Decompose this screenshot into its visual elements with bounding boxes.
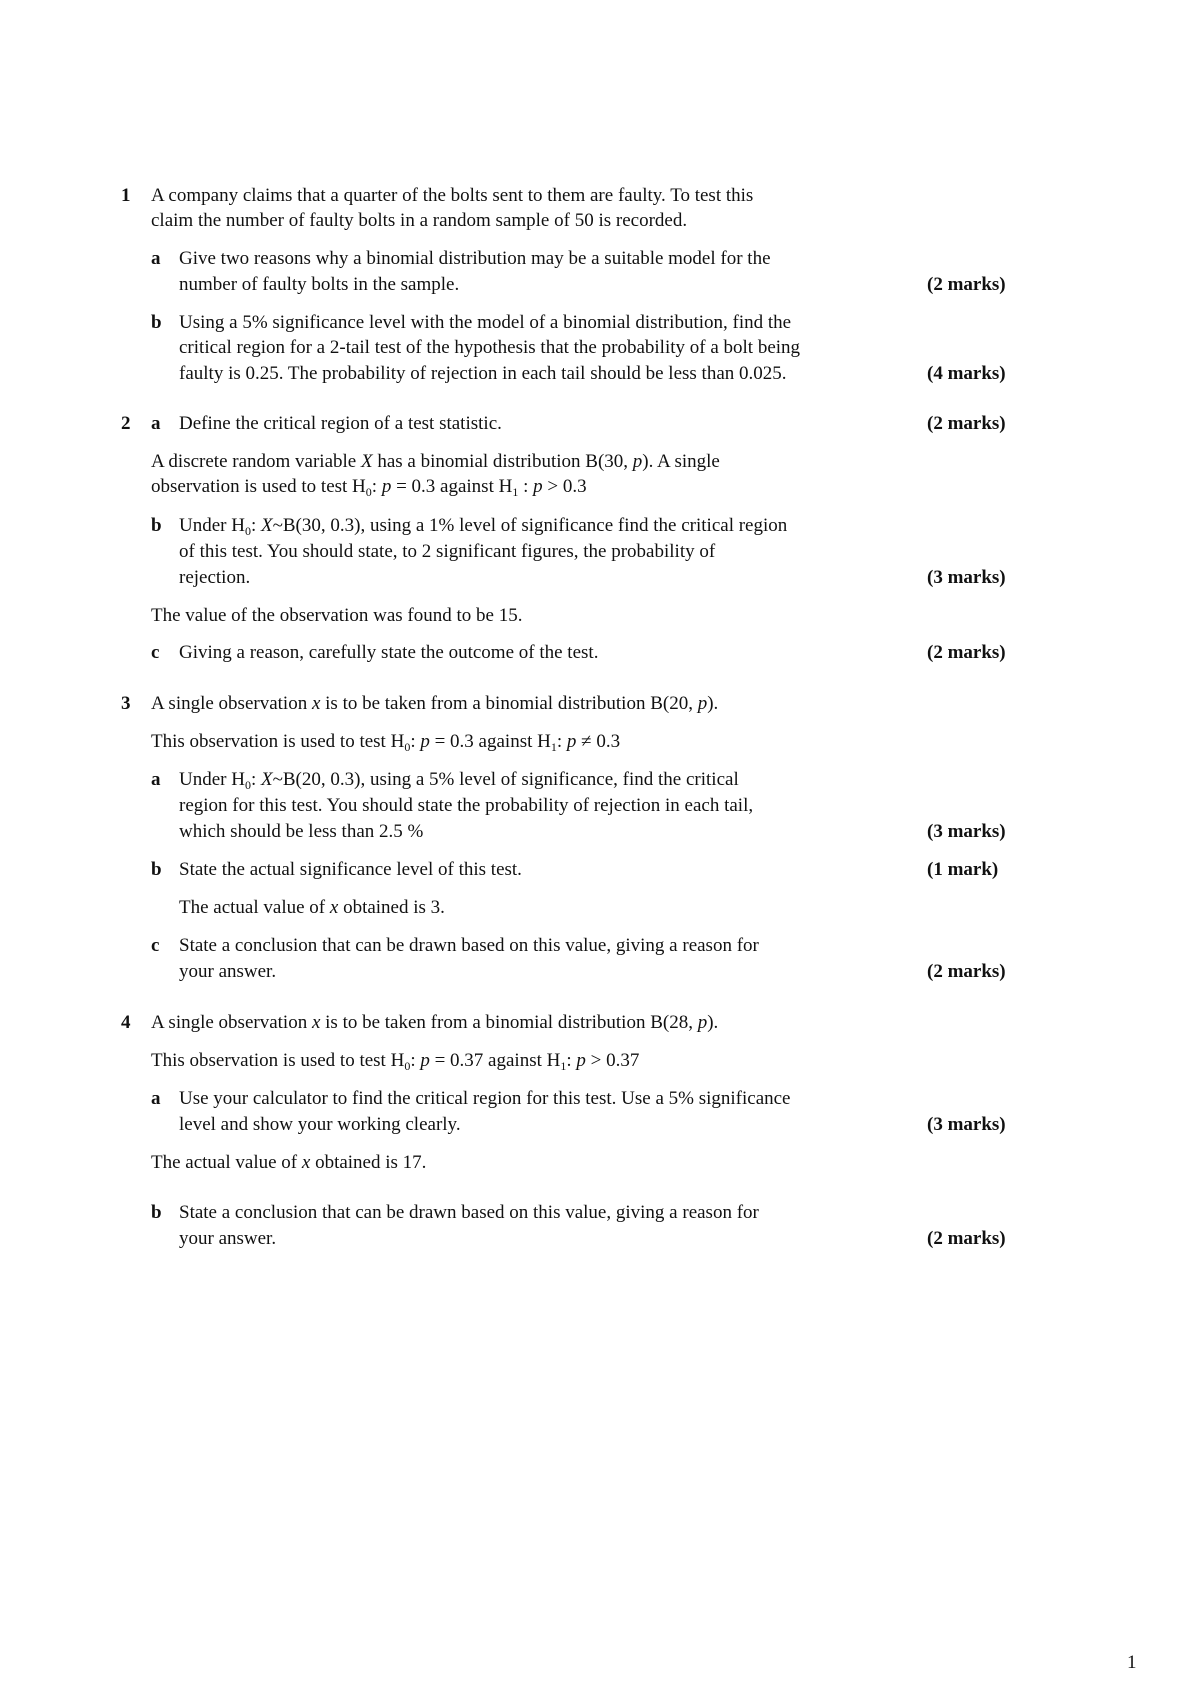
question-number: 1 — [121, 185, 131, 206]
part-text: region for this test. You should state the probability of rejection in each tail, — [179, 795, 754, 816]
hypothesis-text: This observation is used to test $H_0$: p = 0.37 against $H_1$: p > 0.37 — [151, 1050, 640, 1073]
part-text: Using a 5% significance level with the model of a binomial distribution, find the — [179, 312, 792, 333]
question-text: A company claims that a quarter of the bolts sent to them are faulty. To test this — [151, 185, 754, 206]
part-label: b — [151, 515, 162, 536]
part-text: rejection. — [179, 567, 251, 588]
marks: (1 mark) — [927, 859, 999, 880]
marks: (2 marks) — [927, 961, 1006, 982]
part-text: critical region for a 2-tail test of the hypothesis that the probability of a bolt being — [179, 337, 801, 358]
question-text: The actual value of x obtained is 17. — [151, 1152, 427, 1173]
question-text: A discrete random variable X has a binomial distribution B(30, p). A single — [151, 451, 720, 472]
part-text: Give two reasons why a binomial distribution may be a suitable model for the — [179, 248, 771, 269]
page-number: 1 — [1127, 1652, 1137, 1673]
part-text: level and show your working clearly. — [179, 1114, 461, 1135]
question-number: 2 — [121, 413, 131, 434]
part-text: State a conclusion that can be drawn based on this value, giving a reason for — [179, 935, 759, 956]
part-label: c — [151, 935, 160, 956]
part-label: a — [151, 248, 161, 269]
part-text: State a conclusion that can be drawn based on this value, giving a reason for — [179, 1202, 759, 1223]
marks: (2 marks) — [927, 642, 1006, 663]
question-text: A single observation x is to be taken from a binomial distribution B(28, p). — [151, 1012, 719, 1033]
part-label: b — [151, 859, 162, 880]
hypothesis-text: observation is used to test $H_0$: p = 0.3 against $H_1$ : p > 0.3 — [151, 476, 587, 499]
question-number: 3 — [121, 693, 131, 714]
part-label: c — [151, 642, 160, 663]
part-text: Use your calculator to find the critical region for this test. Use a 5% significance — [179, 1088, 791, 1109]
part-text: The actual value of x obtained is 3. — [179, 897, 445, 918]
part-label: b — [151, 312, 162, 333]
marks: (2 marks) — [927, 413, 1006, 434]
hypothesis-text: This observation is used to test $H_0$: p = 0.3 against $H_1$: p ≠ 0.3 — [151, 731, 621, 754]
question-text: The value of the observation was found to be 15. — [151, 605, 523, 626]
part-text: your answer. — [179, 1228, 277, 1249]
marks: (3 marks) — [927, 821, 1006, 842]
part-label: b — [151, 1202, 162, 1223]
question-text: claim the number of faulty bolts in a random sample of 50 is recorded. — [151, 210, 688, 231]
part-text: which should be less than 2.5 % — [179, 821, 424, 842]
part-text: Giving a reason, carefully state the outcome of the test. — [179, 642, 599, 663]
part-text: faulty is 0.25. The probability of rejection in each tail should be less than 0.025. — [179, 363, 787, 384]
marks: (3 marks) — [927, 567, 1006, 588]
part-label: a — [151, 1088, 161, 1109]
part-text: number of faulty bolts in the sample. — [179, 274, 460, 295]
question-number: 4 — [121, 1012, 131, 1033]
part-text: Under $H_0$: X~B(20, 0.3), using a 5% level of significance, find the critical — [179, 769, 739, 792]
marks: (2 marks) — [927, 274, 1006, 295]
part-label: a — [151, 413, 161, 434]
part-text: of this test. You should state, to 2 significant figures, the probability of — [179, 541, 716, 562]
part-text: Define the critical region of a test statistic. — [179, 413, 502, 434]
part-label: a — [151, 769, 161, 790]
question-text: A single observation x is to be taken from a binomial distribution B(20, p). — [151, 693, 719, 714]
part-text: your answer. — [179, 961, 277, 982]
part-text: State the actual significance level of this test. — [179, 859, 522, 880]
marks: (4 marks) — [927, 363, 1006, 384]
marks: (2 marks) — [927, 1228, 1006, 1249]
part-text: Under $H_0$: X~B(30, 0.3), using a 1% level of significance find the critical region — [179, 515, 788, 538]
marks: (3 marks) — [927, 1114, 1006, 1135]
